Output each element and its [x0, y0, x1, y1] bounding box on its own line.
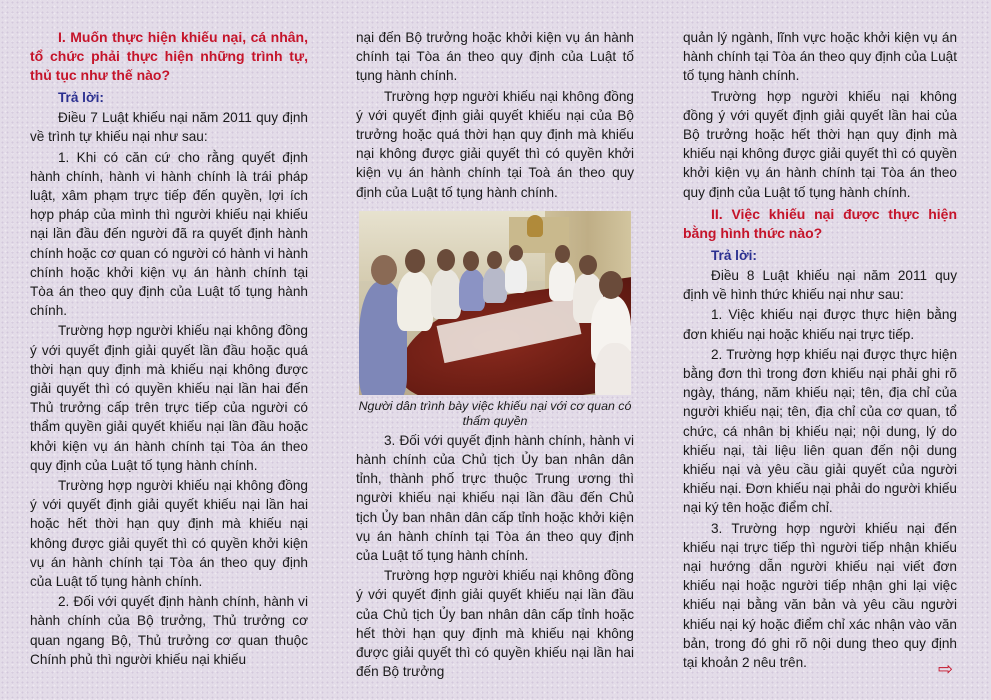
column-1: [30, 28, 308, 670]
paragraph: quản lý ngành, lĩnh vực hoặc khởi kiện vụ án hành chính tại Tòa án theo quy định của Luật tố tụng hành chính.: [683, 30, 957, 84]
column-2: [356, 28, 634, 682]
paragraph: Trường hợp người khiếu nại không đồng ý với quyết định giải quyết khiếu nại lần hai hoặc hết thời hạn quy định mà khiếu nại không được giải quyết thì có quyền khởi kiện vụ án hành chính tại Tòa án theo quy định của Luật tố tụng hành chính.: [30, 478, 308, 590]
meeting-photo: [359, 211, 631, 395]
answer-label-1: Trả lời:: [58, 90, 104, 105]
paragraph: Điều 7 Luật khiếu nại năm 2011 quy định về trình tự khiếu nại như sau:: [30, 110, 308, 145]
column-3: [683, 28, 957, 673]
paragraph: 1. Việc khiếu nại được thực hiện bằng đơn khiếu nại hoặc khiếu nại trực tiếp.: [683, 307, 957, 342]
paragraph: 3. Trường hợp người khiếu nại đến khiếu nại trực tiếp thì người tiếp nhận khiếu nại hướng dẫn người khiếu nại viết đơn khiếu nại hoặc người tiếp nhận ghi lại việc khiếu nại bằng văn bản và yêu cầu người khiếu nại ký hoặc điểm chỉ xác nhận vào văn bản, trong đó ghi rõ nội dung theo quy định tại khoản 2 nêu trên.: [683, 520, 957, 671]
paragraph: Điều 8 Luật khiếu nại năm 2011 quy định về hình thức khiếu nại như sau:: [683, 268, 957, 303]
answer-label-2: Trả lời:: [711, 247, 757, 263]
paragraph: Trường hợp người khiếu nại không đồng ý với quyết định giải quyết khiếu nại của Bộ trưởng hoặc quá thời hạn quy định mà khiếu nại không được giải quyết thì có quyền khởi kiện vụ án hành chính tại Toà án theo quy định của Luật tố tụng hành chính.: [356, 88, 634, 200]
paragraph: 2. Đối với quyết định hành chính, hành vi hành chính của Bộ trưởng, Thủ trưởng cơ quan ngang Bộ, Thủ trưởng cơ quan thuộc Chính phủ thì người khiếu nại khiếu: [30, 594, 308, 667]
paragraph: nại đến Bộ trưởng hoặc khởi kiện vụ án hành chính tại Tòa án theo quy định của Luật tố tụng hành chính.: [356, 30, 634, 84]
paragraph: Trường hợp người khiếu nại không đồng ý với quyết định giải quyết khiếu nại lần đầu của Chủ tịch Ủy ban nhân dân cấp tỉnh hoặc hết thời hạn quy định mà khiếu nại không được giải quyết thì có quyền khiếu nại lần hai đến Bộ trưởng: [356, 568, 634, 680]
paragraph: Trường hợp người khiếu nại không đồng ý với quyết định giải quyết lần hai của Bộ trưởng hoặc hết thời hạn quy định mà khiếu nại không được giải quyết thì có quyền khởi kiện vụ án hành chính tại Tòa án theo quy định của Luật tố tụng hành chính.: [683, 88, 957, 200]
paragraph: 3. Đối với quyết định hành chính, hành vi hành chính của Chủ tịch Ủy ban nhân dân tỉnh, thành phố trực thuộc Trung ương thì người khiếu nại khiếu nại lần đầu đến Chủ tịch Ủy ban nhân dân cấp tỉnh hoặc khởi kiện vụ án hành chính tại Tòa án theo quy định của Luật tố tụng hành chính.: [356, 432, 634, 564]
question-1-title: I. Muốn thực hiện khiếu nại, cá nhân, tổ chức phải thực hiện những trình tự, thủ tục như thế nào?: [30, 29, 308, 83]
paragraph: Trường hợp người khiếu nại không đồng ý với quyết định giải quyết lần đầu hoặc quá thời hạn quy định mà khiếu nại không được giải quyết thì có quyền khiếu nại lần hai đến Thủ trưởng cấp trên trực tiếp của người có thẩm quyền giải quyết khiếu nại lần đầu hoặc khởi kiện vụ án hành chính tại Tòa án theo quy định của Luật tố tụng hành chính.: [30, 323, 308, 473]
next-page-arrow-icon[interactable]: ⇨: [938, 659, 954, 679]
paragraph: 2. Trường hợp khiếu nại được thực hiện bằng đơn thì trong đơn khiếu nại phải ghi rõ ngày, tháng, năm khiếu nại; tên, địa chỉ của người khiếu nại; tên, địa chỉ của cơ quan, tổ chức, cá nhân bị khiếu nại; nội dung, lý do khiếu nại, tài liệu liên quan đến nội dung khiếu nại và yêu cầu giải quyết của người khiếu nại. Đơn khiếu nại phải do người khiếu nại ký tên hoặc điểm chỉ.: [683, 346, 957, 516]
paragraph: 1. Khi có căn cứ cho rằng quyết định hành chính, hành vi hành chính là trái pháp luật, xâm phạm trực tiếp đến quyền, lợi ích hợp pháp của mình thì người khiếu nại khiếu nại lần đầu đến người đã ra quyết định hành chính hoặc cơ quan có người có hành vi hành chính hoặc khởi kiện vụ án hành chính tại Tòa án theo quy định của Luật tố tụng hành chính.: [30, 149, 308, 319]
photo-caption: Người dân trình bày việc khiếu nại với cơ quan có thẩm quyền: [358, 398, 632, 428]
question-2-title: II. Việc khiếu nại được thực hiện bằng hình thức nào?: [683, 205, 957, 241]
bust-statue-icon: [527, 215, 543, 237]
